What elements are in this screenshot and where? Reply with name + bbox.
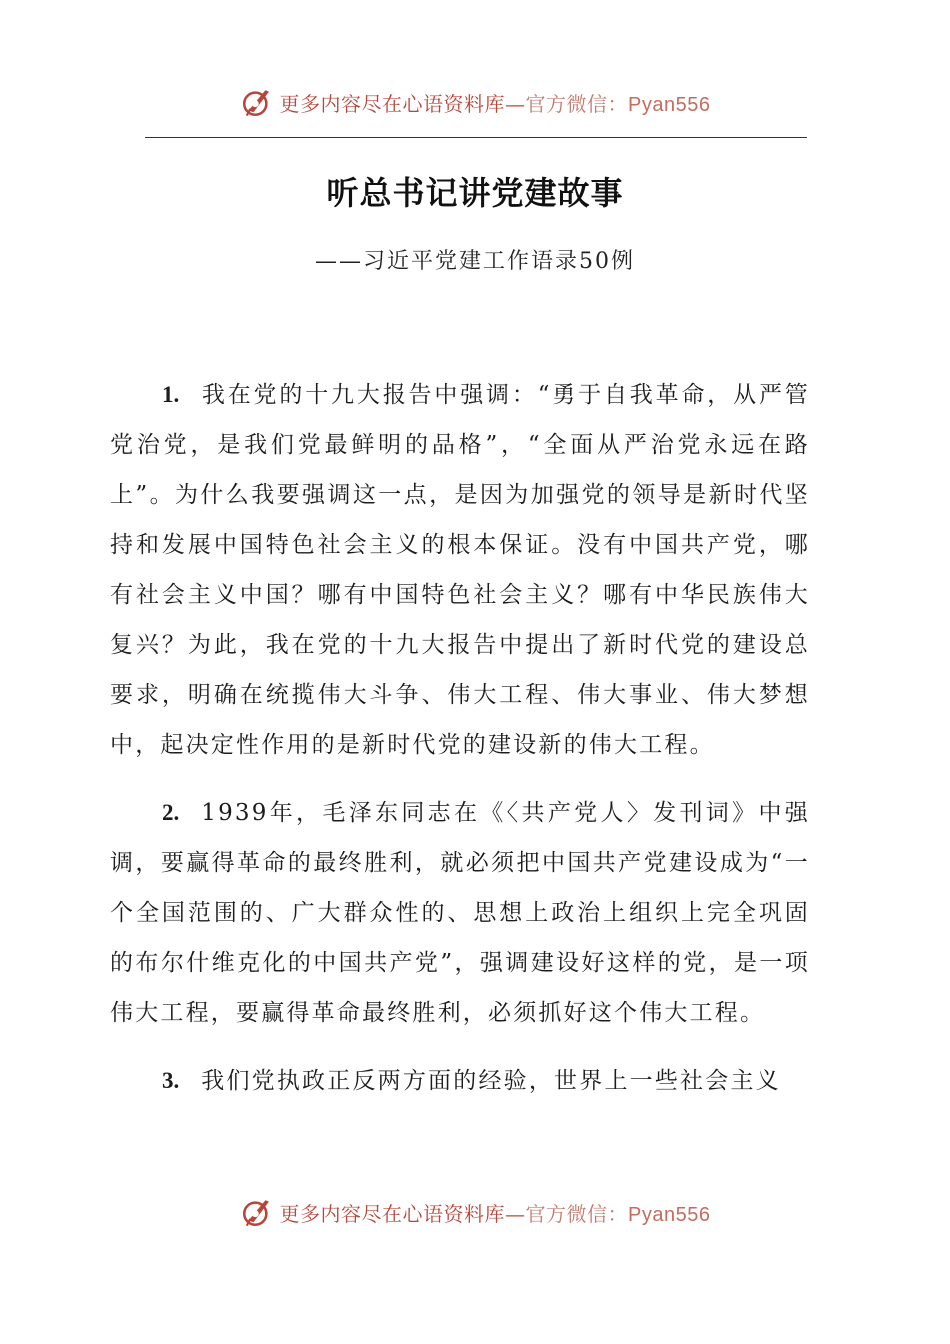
paragraph-text: 我们党执政正反两方面的经验，世界上一些社会主义: [201, 1068, 781, 1094]
paragraph-1: [110, 370, 810, 770]
watermark-banner-bottom: [0, 1192, 950, 1232]
paragraph-number: 2.: [162, 800, 180, 825]
paragraph-number: 3.: [162, 1068, 180, 1093]
paragraph-3: [110, 1056, 810, 1106]
paragraph-text: 我在党的十九大报告中强调：“勇于自我革命，从严管党治党，是我们党最鲜明的品格”，“全面从严治党永远在路上”。为什么我要强调这一点，是因为加强党的领导是新时代坚持和发展中国特色社会主义的根本保证。没有中国共产党，哪有社会主义中国？哪有中国特色社会主义？哪有中华民族伟大复兴？为此，我在党的十九大报告中提出了新时代党的建设总要求，明确在统揽伟大斗争、伟大工程、伟大事业、伟大梦想中，起决定性作用的是新时代党的建设新的伟大工程。: [110, 382, 810, 758]
header-divider: [145, 137, 807, 138]
paragraph-number: 1.: [162, 382, 180, 407]
document-body: [110, 370, 810, 1124]
document-title: 听总书记讲党建故事: [326, 174, 624, 212]
watermark-text: 更多内容尽在心语资料库—官方微信：Pyan556: [279, 91, 711, 116]
paragraph-2: [110, 788, 810, 1038]
paragraph-text: 1939年，毛泽东同志在《〈共产党人〉发刊词》中强调，要赢得革命的最终胜利，就必须把中国共产党建设成为“一个全国范围的、广大群众性的、思想上政治上组织上完全巩固的布尔什维克化的中国共产党”，强调建设好这样的党，是一项伟大工程，要赢得革命最终胜利，必须抓好这个伟大工程。: [110, 800, 810, 1026]
quill-logo-icon: [240, 85, 274, 119]
watermark-text: 更多内容尽在心语资料库—官方微信：Pyan556: [279, 1201, 711, 1226]
watermark-banner-top: [0, 82, 950, 122]
quill-logo-icon: [240, 1195, 274, 1229]
document-subtitle: ——习近平党建工作语录50例: [315, 249, 635, 274]
